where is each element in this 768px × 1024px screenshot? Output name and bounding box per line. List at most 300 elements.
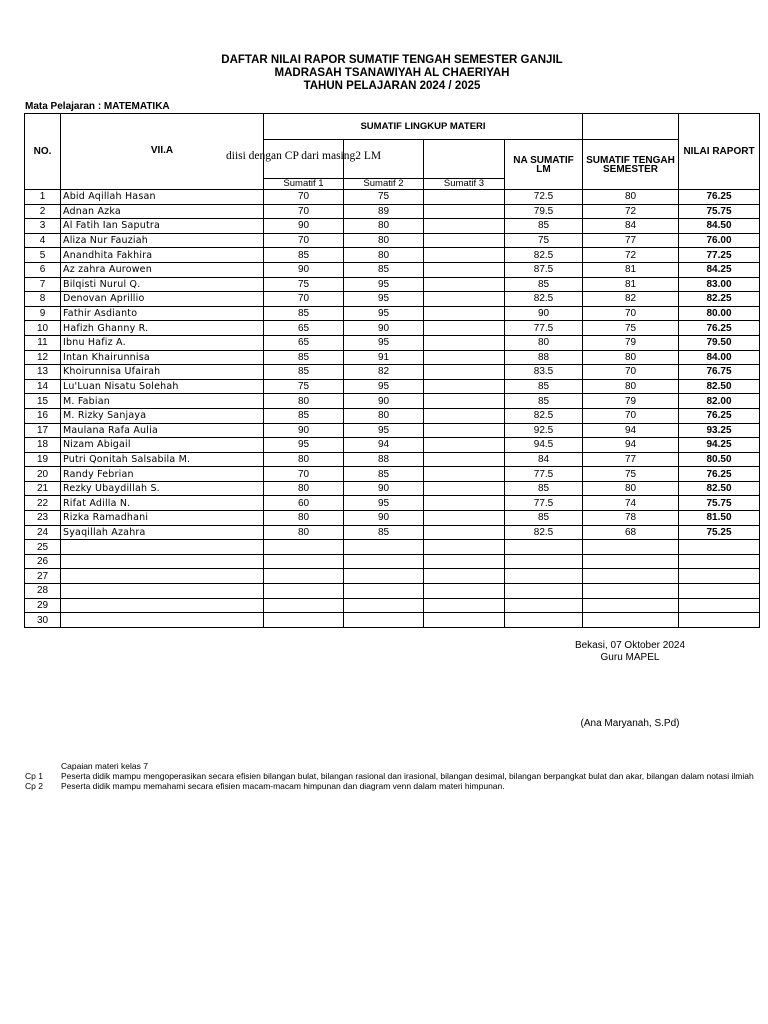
- cell-s3: [424, 394, 505, 409]
- cell-final: 76.00: [679, 233, 760, 248]
- cell-na: 87.5: [505, 262, 583, 277]
- cell-no: 8: [25, 292, 61, 307]
- cell-no: 9: [25, 306, 61, 321]
- cp2-code: Cp 2: [25, 781, 43, 791]
- table-row: [25, 394, 760, 409]
- cell-name: Rifat Adilla N.: [61, 496, 264, 511]
- cell-name: [61, 598, 264, 613]
- cell-s1: 75: [264, 379, 344, 394]
- cell-s2: 90: [344, 511, 424, 526]
- cell-name: Bilqisti Nurul Q.: [61, 277, 264, 292]
- header-sumatif-lingkup-materi: SUMATIF LINGKUP MATERI: [264, 114, 583, 140]
- cell-no: 15: [25, 394, 61, 409]
- cell-final: [679, 569, 760, 584]
- table-row: [25, 438, 760, 453]
- cell-name: Putri Qonitah Salsabila M.: [61, 452, 264, 467]
- table-row: [25, 598, 760, 613]
- cell-sts: 72: [583, 204, 679, 219]
- cp1-code: Cp 1: [25, 771, 43, 781]
- table-row: [25, 481, 760, 496]
- cell-s2: 95: [344, 335, 424, 350]
- cell-final: 80.00: [679, 306, 760, 321]
- header-sumatif-3: Sumatif 3: [424, 179, 505, 190]
- cell-s1: 70: [264, 233, 344, 248]
- cell-s3: [424, 335, 505, 350]
- cell-name: [61, 554, 264, 569]
- cell-s3: [424, 511, 505, 526]
- cell-s3: [424, 540, 505, 555]
- header-na-sumatif-lm: NA SUMATIF LM: [505, 140, 583, 190]
- cell-s3: [424, 423, 505, 438]
- signature-place-date: Bekasi, 07 Oktober 2024: [574, 640, 686, 651]
- cell-no: 11: [25, 335, 61, 350]
- header-class: VII.A: [61, 114, 264, 190]
- cell-s2: 80: [344, 233, 424, 248]
- cp-instruction-note: diisi dengan CP dari masing2 LM: [226, 150, 382, 162]
- cell-final: 75.75: [679, 204, 760, 219]
- cell-s2: 80: [344, 219, 424, 234]
- cell-s3: [424, 321, 505, 336]
- cell-no: 25: [25, 540, 61, 555]
- cell-s3: [424, 379, 505, 394]
- table-row: [25, 248, 760, 263]
- cell-sts: [583, 540, 679, 555]
- cell-s3: [424, 598, 505, 613]
- cell-no: 16: [25, 408, 61, 423]
- table-row: [25, 379, 760, 394]
- cell-s3: [424, 438, 505, 453]
- cell-s1: 85: [264, 350, 344, 365]
- header-cp-3: [424, 140, 505, 179]
- table-row: [25, 306, 760, 321]
- header-no: NO.: [25, 114, 61, 190]
- table-row: [25, 452, 760, 467]
- cell-s1: 60: [264, 496, 344, 511]
- cell-s1: 70: [264, 467, 344, 482]
- cell-s2: 75: [344, 190, 424, 205]
- cell-sts: 94: [583, 438, 679, 453]
- cell-s1: [264, 540, 344, 555]
- cell-s3: [424, 204, 505, 219]
- table-row: [25, 335, 760, 350]
- cell-final: [679, 613, 760, 628]
- cell-s3: [424, 277, 505, 292]
- cell-no: 27: [25, 569, 61, 584]
- cell-final: 79.50: [679, 335, 760, 350]
- title-line-2: MADRASAH TSANAWIYAH AL CHAERIYAH: [274, 67, 510, 79]
- cell-na: 77.5: [505, 467, 583, 482]
- cell-name: Ibnu Hafiz A.: [61, 335, 264, 350]
- cell-name: [61, 569, 264, 584]
- cell-na: 75: [505, 233, 583, 248]
- cell-final: 75.75: [679, 496, 760, 511]
- cell-no: 2: [25, 204, 61, 219]
- cell-na: 94.5: [505, 438, 583, 453]
- cell-s1: 80: [264, 481, 344, 496]
- table-row: [25, 365, 760, 380]
- cell-s3: [424, 365, 505, 380]
- cell-no: 26: [25, 554, 61, 569]
- footer-cp2-row: [25, 781, 505, 791]
- cell-no: 21: [25, 481, 61, 496]
- cell-sts: [583, 554, 679, 569]
- cell-name: [61, 584, 264, 599]
- table-row: [25, 350, 760, 365]
- cell-final: 75.25: [679, 525, 760, 540]
- cell-name: Aliza Nur Fauziah: [61, 233, 264, 248]
- cell-s3: [424, 584, 505, 599]
- cell-s2: 82: [344, 365, 424, 380]
- footer-heading: Capaian materi kelas 7: [61, 761, 148, 771]
- header-sumatif-2: Sumatif 2: [344, 179, 424, 190]
- cell-na: [505, 569, 583, 584]
- cp1-text: Peserta didik mampu mengoperasikan secara efisien bilangan bulat, bilangan rasional dan irasional, bilangan desimal, bilangan berpangkat bulat dan akar, bilangan dalam notasi ilmiah: [61, 771, 754, 781]
- cell-s1: 80: [264, 394, 344, 409]
- cell-name: [61, 613, 264, 628]
- cell-s2: 89: [344, 204, 424, 219]
- cell-sts: 80: [583, 379, 679, 394]
- cell-no: 19: [25, 452, 61, 467]
- cell-s3: [424, 292, 505, 307]
- cell-na: 82.5: [505, 248, 583, 263]
- cell-name: Lu'Luan Nisatu Solehah: [61, 379, 264, 394]
- cell-s2: 85: [344, 467, 424, 482]
- signature-role: Guru MAPEL: [600, 652, 660, 663]
- header-sumatif-tengah-semester: SUMATIF TENGAH SEMESTER: [583, 140, 679, 190]
- cell-sts: 77: [583, 233, 679, 248]
- cell-sts: 75: [583, 321, 679, 336]
- cell-no: 29: [25, 598, 61, 613]
- cell-s1: 80: [264, 511, 344, 526]
- cell-na: 85: [505, 219, 583, 234]
- cell-s2: 88: [344, 452, 424, 467]
- cell-no: 7: [25, 277, 61, 292]
- cell-sts: 84: [583, 219, 679, 234]
- cell-na: [505, 554, 583, 569]
- grades-table: [24, 113, 760, 628]
- cell-sts: 81: [583, 277, 679, 292]
- cell-sts: 75: [583, 467, 679, 482]
- cell-name: Nizam Abigail: [61, 438, 264, 453]
- cell-sts: 81: [583, 262, 679, 277]
- cell-final: 82.00: [679, 394, 760, 409]
- cell-name: Al Fatih Ian Saputra: [61, 219, 264, 234]
- footer-cp1-row: [25, 771, 754, 781]
- cell-final: 76.25: [679, 190, 760, 205]
- cell-sts: 70: [583, 408, 679, 423]
- cell-s3: [424, 554, 505, 569]
- cell-s1: 80: [264, 452, 344, 467]
- header-blank-top: [583, 114, 679, 140]
- cell-na: 79.5: [505, 204, 583, 219]
- cell-s1: 75: [264, 277, 344, 292]
- table-row: [25, 277, 760, 292]
- cell-name: Rizka Ramadhani: [61, 511, 264, 526]
- table-row: [25, 204, 760, 219]
- table-row: [25, 540, 760, 555]
- cell-s1: [264, 613, 344, 628]
- cell-s1: 65: [264, 335, 344, 350]
- cell-no: 6: [25, 262, 61, 277]
- cell-s3: [424, 248, 505, 263]
- cell-final: 82.50: [679, 481, 760, 496]
- cell-s2: 94: [344, 438, 424, 453]
- cell-sts: [583, 613, 679, 628]
- cell-final: 93.25: [679, 423, 760, 438]
- cell-no: 18: [25, 438, 61, 453]
- cell-name: Intan Khairunnisa: [61, 350, 264, 365]
- cell-s1: [264, 569, 344, 584]
- cell-s3: [424, 262, 505, 277]
- cell-s2: 80: [344, 248, 424, 263]
- cell-final: 80.50: [679, 452, 760, 467]
- cell-s3: [424, 496, 505, 511]
- cell-final: 94.25: [679, 438, 760, 453]
- cell-na: 83.5: [505, 365, 583, 380]
- cell-final: 76.75: [679, 365, 760, 380]
- cell-name: Khoirunnisa Ufairah: [61, 365, 264, 380]
- cell-s1: 90: [264, 219, 344, 234]
- table-row: [25, 321, 760, 336]
- cell-na: [505, 613, 583, 628]
- cell-sts: 70: [583, 365, 679, 380]
- cell-final: [679, 554, 760, 569]
- cell-s3: [424, 233, 505, 248]
- cell-final: 84.25: [679, 262, 760, 277]
- cell-s2: 95: [344, 496, 424, 511]
- cell-sts: 74: [583, 496, 679, 511]
- cell-name: Abid Aqillah Hasan: [61, 190, 264, 205]
- table-row: [25, 511, 760, 526]
- cell-final: 84.00: [679, 350, 760, 365]
- cell-na: [505, 540, 583, 555]
- table-row: [25, 613, 760, 628]
- cell-no: 22: [25, 496, 61, 511]
- cell-name: [61, 540, 264, 555]
- cell-s3: [424, 613, 505, 628]
- cell-name: Hafizh Ghanny R.: [61, 321, 264, 336]
- cell-s3: [424, 350, 505, 365]
- table-row: [25, 584, 760, 599]
- cp2-text: Peserta didik mampu memahami secara efisien macam-macam himpunan dan diagram venn dalam materi himpunan.: [61, 781, 505, 791]
- cell-s2: 85: [344, 262, 424, 277]
- table-row: [25, 525, 760, 540]
- cell-na: [505, 598, 583, 613]
- cell-final: 83.00: [679, 277, 760, 292]
- cell-sts: [583, 598, 679, 613]
- table-row: [25, 233, 760, 248]
- cell-sts: [583, 569, 679, 584]
- cell-s1: 85: [264, 408, 344, 423]
- cell-s2: 91: [344, 350, 424, 365]
- cell-s2: 80: [344, 408, 424, 423]
- cell-na: [505, 584, 583, 599]
- cell-na: 85: [505, 511, 583, 526]
- cell-final: 76.25: [679, 321, 760, 336]
- table-row: [25, 554, 760, 569]
- cell-no: 14: [25, 379, 61, 394]
- cell-sts: 77: [583, 452, 679, 467]
- cell-sts: 94: [583, 423, 679, 438]
- cell-name: Rezky Ubaydillah S.: [61, 481, 264, 496]
- cell-no: 20: [25, 467, 61, 482]
- cell-name: Fathir Asdianto: [61, 306, 264, 321]
- cell-sts: 82: [583, 292, 679, 307]
- cell-s1: 90: [264, 262, 344, 277]
- cell-final: 77.25: [679, 248, 760, 263]
- cell-na: 84: [505, 452, 583, 467]
- cell-s3: [424, 525, 505, 540]
- cell-no: 17: [25, 423, 61, 438]
- cell-na: 85: [505, 277, 583, 292]
- cell-na: 85: [505, 379, 583, 394]
- cell-s1: 70: [264, 292, 344, 307]
- cell-no: 28: [25, 584, 61, 599]
- cell-s1: [264, 554, 344, 569]
- cell-final: 76.25: [679, 408, 760, 423]
- cell-s2: [344, 540, 424, 555]
- cell-s3: [424, 219, 505, 234]
- table-row: [25, 423, 760, 438]
- cell-s2: 95: [344, 423, 424, 438]
- header-sumatif-1: Sumatif 1: [264, 179, 344, 190]
- cell-s2: [344, 569, 424, 584]
- cell-sts: 79: [583, 394, 679, 409]
- table-row: [25, 569, 760, 584]
- table-row: [25, 292, 760, 307]
- cell-s2: [344, 598, 424, 613]
- cell-no: 4: [25, 233, 61, 248]
- cell-no: 5: [25, 248, 61, 263]
- cell-s2: 90: [344, 394, 424, 409]
- cell-s2: [344, 584, 424, 599]
- cell-final: 84.50: [679, 219, 760, 234]
- cell-final: [679, 598, 760, 613]
- cell-s1: [264, 584, 344, 599]
- table-row: [25, 262, 760, 277]
- cell-s1: 70: [264, 204, 344, 219]
- cell-s1: 85: [264, 306, 344, 321]
- cell-sts: 80: [583, 190, 679, 205]
- cell-na: 77.5: [505, 321, 583, 336]
- cell-name: Anandhita Fakhira: [61, 248, 264, 263]
- cell-sts: [583, 584, 679, 599]
- cell-s1: [264, 598, 344, 613]
- cell-sts: 79: [583, 335, 679, 350]
- cell-name: Randy Febrian: [61, 467, 264, 482]
- cell-s1: 95: [264, 438, 344, 453]
- cell-no: 24: [25, 525, 61, 540]
- cell-sts: 78: [583, 511, 679, 526]
- cell-name: M. Fabian: [61, 394, 264, 409]
- cell-s3: [424, 569, 505, 584]
- cell-na: 80: [505, 335, 583, 350]
- cell-s3: [424, 452, 505, 467]
- cell-na: 90: [505, 306, 583, 321]
- cell-na: 72.5: [505, 190, 583, 205]
- cell-no: 1: [25, 190, 61, 205]
- cell-s3: [424, 190, 505, 205]
- subject-label: Mata Pelajaran : MATEMATIKA: [25, 101, 170, 112]
- cell-na: 77.5: [505, 496, 583, 511]
- signature-name: (Ana Maryanah, S.Pd): [580, 718, 680, 729]
- cell-s1: 70: [264, 190, 344, 205]
- cell-na: 88: [505, 350, 583, 365]
- cell-sts: 80: [583, 481, 679, 496]
- cell-s3: [424, 306, 505, 321]
- cell-name: M. Rizky Sanjaya: [61, 408, 264, 423]
- cell-s2: 90: [344, 321, 424, 336]
- cell-final: 76.25: [679, 467, 760, 482]
- cell-name: Syaqillah Azahra: [61, 525, 264, 540]
- cell-s1: 85: [264, 365, 344, 380]
- cell-na: 82.5: [505, 292, 583, 307]
- table-row: [25, 467, 760, 482]
- cell-s2: [344, 613, 424, 628]
- cell-final: 82.25: [679, 292, 760, 307]
- cell-s3: [424, 481, 505, 496]
- title-line-1: DAFTAR NILAI RAPOR SUMATIF TENGAH SEMESTER GANJIL: [221, 54, 563, 66]
- cell-s2: 85: [344, 525, 424, 540]
- cell-no: 23: [25, 511, 61, 526]
- cell-na: 82.5: [505, 525, 583, 540]
- cell-no: 30: [25, 613, 61, 628]
- cell-s2: 90: [344, 481, 424, 496]
- cell-sts: 80: [583, 350, 679, 365]
- cell-na: 85: [505, 481, 583, 496]
- cell-s2: 95: [344, 379, 424, 394]
- cell-no: 3: [25, 219, 61, 234]
- cell-name: Az zahra Aurowen: [61, 262, 264, 277]
- table-row: [25, 496, 760, 511]
- cell-s2: [344, 554, 424, 569]
- cell-na: 85: [505, 394, 583, 409]
- cell-sts: 68: [583, 525, 679, 540]
- table-row: [25, 408, 760, 423]
- cell-final: 81.50: [679, 511, 760, 526]
- cell-no: 12: [25, 350, 61, 365]
- cell-s3: [424, 467, 505, 482]
- header-nilai-raport: NILAI RAPORT: [679, 114, 760, 190]
- cell-na: 82.5: [505, 408, 583, 423]
- title-line-3: TAHUN PELAJARAN 2024 / 2025: [303, 80, 481, 92]
- cell-final: [679, 584, 760, 599]
- table-row: [25, 190, 760, 205]
- table-body: [25, 190, 760, 628]
- cell-s1: 90: [264, 423, 344, 438]
- cell-s2: 95: [344, 306, 424, 321]
- cell-final: [679, 540, 760, 555]
- cell-s1: 65: [264, 321, 344, 336]
- cell-s2: 95: [344, 277, 424, 292]
- cell-s1: 80: [264, 525, 344, 540]
- cell-name: Maulana Rafa Aulia: [61, 423, 264, 438]
- cell-final: 82.50: [679, 379, 760, 394]
- cell-na: 92.5: [505, 423, 583, 438]
- footer-heading-row: [25, 761, 148, 771]
- table-row: [25, 219, 760, 234]
- cell-name: Denovan Aprillio: [61, 292, 264, 307]
- cell-name: Adnan Azka: [61, 204, 264, 219]
- cell-sts: 72: [583, 248, 679, 263]
- cell-s3: [424, 408, 505, 423]
- document-title: [0, 54, 768, 93]
- cell-no: 10: [25, 321, 61, 336]
- cell-s1: 85: [264, 248, 344, 263]
- cell-sts: 70: [583, 306, 679, 321]
- cell-no: 13: [25, 365, 61, 380]
- cell-s2: 95: [344, 292, 424, 307]
